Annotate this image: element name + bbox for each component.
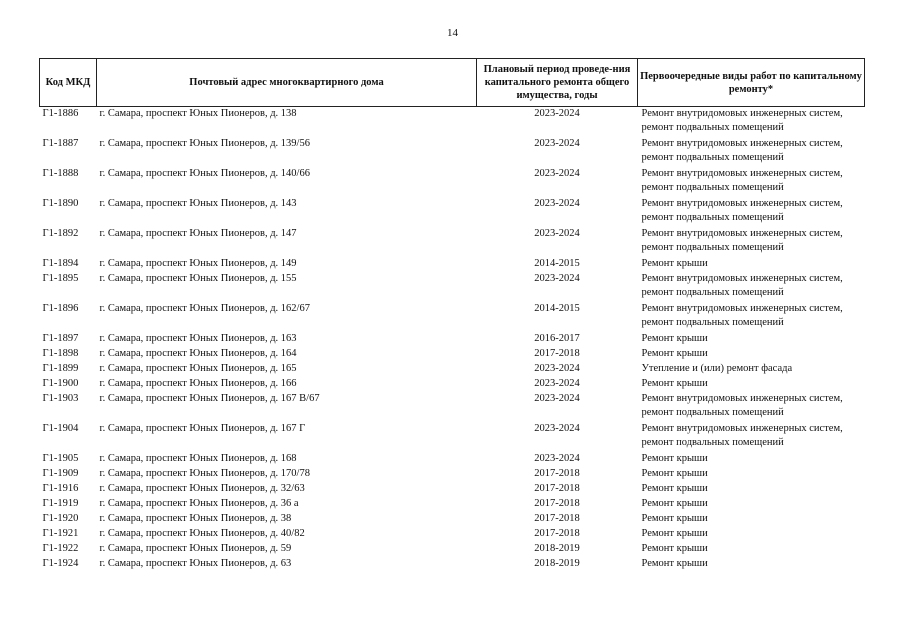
cell-address: г. Самара, проспект Юных Пионеров, д. 164 (99, 348, 297, 359)
table-row (40, 302, 865, 332)
column-header-code: Код МКД (40, 59, 97, 107)
cell-period: 2023-2024 (534, 423, 580, 434)
cell-period: 2017-2018 (534, 348, 580, 359)
cell-address: г. Самара, проспект Юных Пионеров, д. 166 (99, 378, 297, 389)
cell-work (638, 557, 865, 572)
cell-work (638, 482, 865, 497)
table-row (40, 377, 865, 392)
table-row (40, 422, 865, 452)
cell-period: 2017-2018 (534, 498, 580, 509)
cell-period: 2016-2017 (534, 333, 580, 344)
cell-code: Г1-1890 (42, 198, 79, 209)
work-line: ремонт подвальных помещений (641, 122, 784, 133)
cell-code: Г1-1924 (42, 558, 79, 569)
work-line: ремонт подвальных помещений (641, 407, 784, 418)
work-line: Ремонт внутридомовых инженерных систем, (641, 273, 843, 284)
table-row (40, 392, 865, 422)
cell-address: г. Самара, проспект Юных Пионеров, д. 168 (99, 453, 297, 464)
cell-code: Г1-1916 (42, 483, 79, 494)
table-row (40, 137, 865, 167)
cell-code: Г1-1894 (42, 258, 79, 269)
cell-period: 2023-2024 (534, 108, 580, 119)
work-line: Ремонт крыши (641, 468, 708, 479)
table-row (40, 362, 865, 377)
cell-period: 2017-2018 (534, 513, 580, 524)
cell-address: г. Самара, проспект Юных Пионеров, д. 59 (99, 543, 292, 554)
cell-code: Г1-1905 (42, 453, 79, 464)
cell-period: 2023-2024 (534, 228, 580, 239)
cell-address: г. Самара, проспект Юных Пионеров, д. 155 (99, 273, 297, 284)
cell-code: Г1-1888 (42, 168, 79, 179)
work-line: ремонт подвальных помещений (641, 287, 784, 298)
cell-address: г. Самара, проспект Юных Пионеров, д. 38 (99, 513, 292, 524)
table-row (40, 347, 865, 362)
cell-code: Г1-1904 (42, 423, 79, 434)
cell-address: г. Самара, проспект Юных Пионеров, д. 143 (99, 198, 297, 209)
cell-code: Г1-1895 (42, 273, 79, 284)
cell-code: Г1-1922 (42, 543, 79, 554)
cell-address: г. Самара, проспект Юных Пионеров, д. 170/78 (99, 468, 310, 479)
work-line: ремонт подвальных помещений (641, 212, 784, 223)
table-row (40, 482, 865, 497)
cell-code: Г1-1920 (42, 513, 79, 524)
table-header-row (40, 59, 865, 107)
cell-work (638, 332, 865, 347)
work-line: Ремонт крыши (641, 453, 708, 464)
cell-period: 2023-2024 (534, 453, 580, 464)
cell-period: 2023-2024 (534, 168, 580, 179)
table-row (40, 332, 865, 347)
table-row (40, 257, 865, 272)
work-line: Утепление и (или) ремонт фасада (641, 363, 793, 374)
cell-address: г. Самара, проспект Юных Пионеров, д. 147 (99, 228, 297, 239)
work-line: ремонт подвальных помещений (641, 242, 784, 253)
cell-code: Г1-1896 (42, 303, 79, 314)
column-header-address: Почтовый адрес многоквартирного дома (97, 59, 477, 107)
cell-period: 2023-2024 (534, 138, 580, 149)
cell-work (638, 392, 865, 422)
repair-register-table (39, 58, 865, 572)
cell-address: г. Самара, проспект Юных Пионеров, д. 40/82 (99, 528, 305, 539)
cell-address: г. Самара, проспект Юных Пионеров, д. 32/63 (99, 483, 305, 494)
cell-work (638, 197, 865, 227)
table-row (40, 272, 865, 302)
work-line: ремонт подвальных помещений (641, 152, 784, 163)
cell-address: г. Самара, проспект Юных Пионеров, д. 162/67 (99, 303, 310, 314)
cell-code: Г1-1903 (42, 393, 79, 404)
cell-period: 2018-2019 (534, 543, 580, 554)
cell-address: г. Самара, проспект Юных Пионеров, д. 167 Г (99, 423, 306, 434)
work-line: Ремонт крыши (641, 498, 708, 509)
column-header-work: Первоочередные виды работ по капитальному ремонту* (638, 59, 865, 107)
cell-code: Г1-1900 (42, 378, 79, 389)
cell-period: 2017-2018 (534, 483, 580, 494)
table-row (40, 167, 865, 197)
cell-period: 2017-2018 (534, 468, 580, 479)
work-line: Ремонт крыши (641, 333, 708, 344)
cell-work (638, 257, 865, 272)
cell-address: г. Самара, проспект Юных Пионеров, д. 140/66 (99, 168, 310, 179)
cell-work (638, 167, 865, 197)
table-row (40, 452, 865, 467)
work-line: Ремонт внутридомовых инженерных систем, (641, 303, 843, 314)
cell-code: Г1-1919 (42, 498, 79, 509)
cell-code: Г1-1887 (42, 138, 79, 149)
cell-period: 2023-2024 (534, 198, 580, 209)
cell-address: г. Самара, проспект Юных Пионеров, д. 36 а (99, 498, 299, 509)
work-line: Ремонт крыши (641, 543, 708, 554)
cell-address: г. Самара, проспект Юных Пионеров, д. 63 (99, 558, 292, 569)
cell-code: Г1-1886 (42, 108, 79, 119)
cell-work (638, 347, 865, 362)
work-line: Ремонт внутридомовых инженерных систем, (641, 423, 843, 434)
cell-code: Г1-1909 (42, 468, 79, 479)
work-line: Ремонт внутридомовых инженерных систем, (641, 168, 843, 179)
table-header (40, 59, 865, 107)
work-line: Ремонт крыши (641, 513, 708, 524)
work-line: ремонт подвальных помещений (641, 317, 784, 328)
table-body (40, 107, 865, 573)
work-line: Ремонт внутридомовых инженерных систем, (641, 198, 843, 209)
work-line: Ремонт крыши (641, 378, 708, 389)
work-line: ремонт подвальных помещений (641, 182, 784, 193)
cell-address: г. Самара, проспект Юных Пионеров, д. 149 (99, 258, 297, 269)
cell-code: Г1-1899 (42, 363, 79, 374)
cell-period: 2014-2015 (534, 303, 580, 314)
cell-address: г. Самара, проспект Юных Пионеров, д. 167 В/67 (99, 393, 320, 404)
work-line: Ремонт крыши (641, 348, 708, 359)
table-row (40, 557, 865, 572)
cell-code: Г1-1897 (42, 333, 79, 344)
cell-work (638, 377, 865, 392)
work-line: Ремонт внутридомовых инженерных систем, (641, 228, 843, 239)
work-line: Ремонт крыши (641, 258, 708, 269)
cell-work (638, 512, 865, 527)
cell-period: 2023-2024 (534, 273, 580, 284)
cell-work (638, 497, 865, 512)
cell-period: 2023-2024 (534, 363, 580, 374)
table-row (40, 497, 865, 512)
work-line: Ремонт внутридомовых инженерных систем, (641, 393, 843, 404)
table-row (40, 227, 865, 257)
cell-work (638, 422, 865, 452)
cell-work (638, 272, 865, 302)
work-line: Ремонт крыши (641, 483, 708, 494)
cell-code: Г1-1921 (42, 528, 79, 539)
table-row (40, 467, 865, 482)
cell-work (638, 107, 865, 138)
cell-code: Г1-1892 (42, 228, 79, 239)
cell-address: г. Самара, проспект Юных Пионеров, д. 165 (99, 363, 297, 374)
cell-work (638, 527, 865, 542)
work-line: Ремонт крыши (641, 558, 708, 569)
cell-code: Г1-1898 (42, 348, 79, 359)
cell-address: г. Самара, проспект Юных Пионеров, д. 163 (99, 333, 297, 344)
cell-work (638, 227, 865, 257)
table-row (40, 542, 865, 557)
cell-work (638, 302, 865, 332)
cell-address: г. Самара, проспект Юных Пионеров, д. 138 (99, 108, 297, 119)
cell-work (638, 362, 865, 377)
cell-period: 2023-2024 (534, 378, 580, 389)
work-line: ремонт подвальных помещений (641, 437, 784, 448)
work-line: Ремонт внутридомовых инженерных систем, (641, 108, 843, 119)
work-line: Ремонт внутридомовых инженерных систем, (641, 138, 843, 149)
cell-period: 2017-2018 (534, 528, 580, 539)
cell-work (638, 542, 865, 557)
work-line: Ремонт крыши (641, 528, 708, 539)
cell-work (638, 137, 865, 167)
table-row (40, 527, 865, 542)
cell-period: 2014-2015 (534, 258, 580, 269)
page-number: 14 (447, 27, 458, 39)
table-row (40, 512, 865, 527)
column-header-period: Плановый период проведе-ния капитального ремонта общего имущества, годы (477, 59, 638, 107)
cell-period: 2018-2019 (534, 558, 580, 569)
cell-work (638, 467, 865, 482)
table-row (40, 197, 865, 227)
table-row (40, 107, 865, 138)
cell-period: 2023-2024 (534, 393, 580, 404)
cell-work (638, 452, 865, 467)
cell-address: г. Самара, проспект Юных Пионеров, д. 139/56 (99, 138, 310, 149)
